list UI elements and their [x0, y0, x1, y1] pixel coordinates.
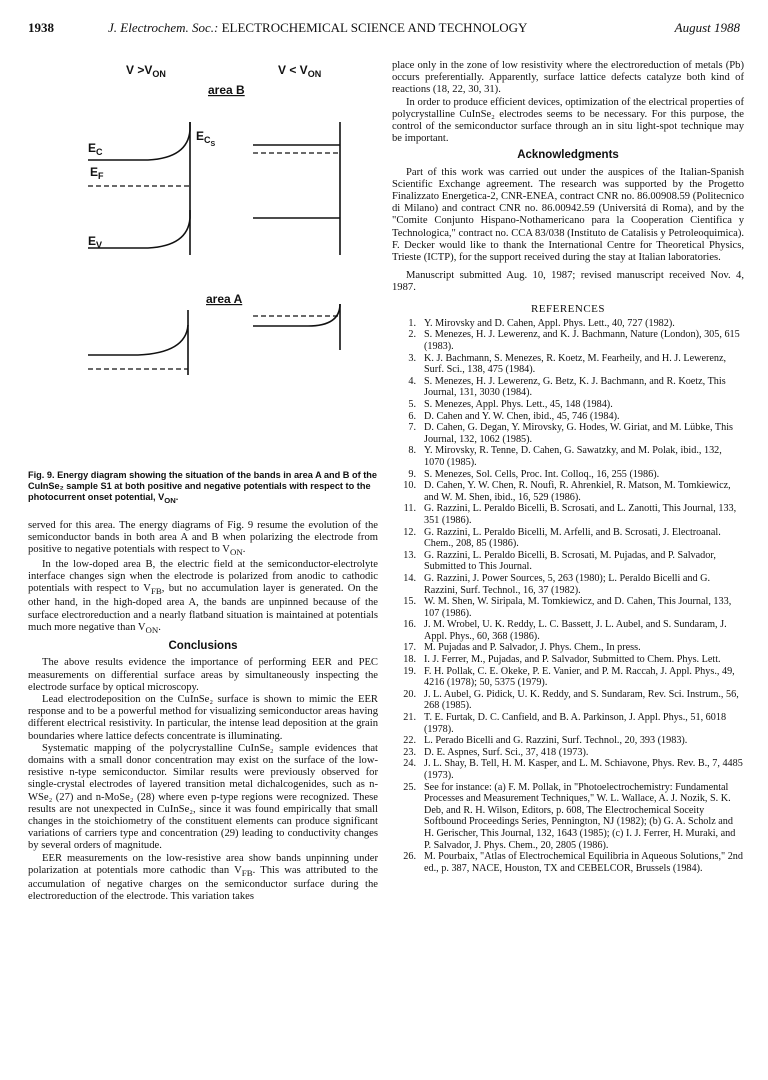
reference-item	[392, 527, 744, 550]
reference-text: M. Pourbaix, "Atlas of Electrochemical Equilibria in Aqueous Solutions," 2nd ed., p. 387, NACE, Houston, TX and CEBELCOR, Brussels (1984).	[424, 851, 743, 874]
reference-item	[392, 758, 744, 781]
reference-number: 1.	[408, 317, 416, 329]
reference-text: See for instance: (a) F. M. Pollak, in "Photoelectrochemistry: Fundamental Processes and Measurement Techniques," W. L. Wallace, A. J. Nozik, S. K. Deb, and R. H. Wilson, Editors, p. 608, The Electrochemical Soceity Softbound Proceedings Series, Pennington, NJ (1982); (b) G. A. Scholz and H. Gerischer, This Journal, 132, 1643 (1985); (c) I. J. Ferrer, H. Muraki, and P. Salvador, J. Phys. Chem., 20, 2805 (1986).	[424, 781, 736, 851]
reference-text: J. M. Wrobel, U. K. Reddy, L. C. Bassett, J. L. Aubel, and S. Sundaram, J. Appl. Phys., 60, 368 (1986).	[424, 619, 727, 642]
reference-number: 7.	[408, 422, 416, 434]
area-a-right-ec-band	[253, 304, 340, 326]
reference-text: D. Cahen and Y. W. Chen, ibid., 45, 746 (1984).	[424, 410, 620, 422]
acknowledgments-heading: Acknowledgments	[517, 149, 619, 162]
reference-number: 24.	[403, 758, 416, 770]
reference-text: D. Cahen, Y. W. Chen, R. Noufi, R. Ahrenkiel, R. Matson, M. Tomkiewicz, and W. M. Shen, ibid., 16, 529 (1986).	[424, 480, 731, 503]
reference-item	[392, 851, 744, 874]
reference-item	[392, 654, 744, 666]
energy-band-diagram	[28, 50, 378, 460]
reference-text: G. Razzini, L. Peraldo Bicelli, M. Arfelli, and B. Scrosati, J. Electroanal. Chem., 208, 85 (1986).	[424, 526, 721, 550]
reference-number: 25.	[403, 781, 416, 793]
reference-item	[392, 376, 744, 399]
reference-text: W. M. Shen, W. Siripala, M. Tomkiewicz, and D. Cahen, This Journal, 133, 107 (1986).	[424, 596, 732, 619]
reference-item	[392, 642, 744, 654]
reference-number: 15.	[403, 596, 416, 608]
paragraph: served for this area. The energy diagrams of Fig. 9 resume the evolution of the semiconductor bands in both area A and B when polarizing the electrode from positive to negative potentials with respect to $V_{ON}$.	[28, 520, 378, 558]
reference-number: 9.	[408, 468, 416, 480]
reference-item	[392, 747, 744, 759]
paragraph: The above results evidence the importance of performing EER and PEC measurements on differential surface areas by simultaneously inspecting the electrode surface by optical microscopy.	[28, 657, 378, 693]
paragraph: In order to produce efficient devices, optimization of the electrical properties of polycrystalline CuInSe₂ electrodes seems to be necessary. For this purpose, the control of the semiconductor surface through an in situ light-spot technique may be important.	[392, 96, 744, 145]
reference-item	[392, 480, 744, 503]
reference-number: 8.	[408, 445, 416, 457]
reference-number: 13.	[403, 549, 416, 561]
area-a-left-ec-band	[88, 325, 188, 355]
reference-text: S. Menezes, Appl. Phys. Lett., 45, 148 (1984).	[424, 399, 613, 411]
reference-text: I. J. Ferrer, M., Pujadas, and P. Salvador, Submitted to Chem. Phys. Lett.	[424, 654, 721, 666]
reference-number: 20.	[403, 688, 416, 700]
references-list	[392, 318, 744, 875]
label-ecs: $E_{CS}$	[196, 129, 216, 148]
reference-item	[392, 399, 744, 411]
reference-item	[392, 550, 744, 573]
references-heading: REFERENCES	[530, 302, 606, 315]
reference-number: 14.	[403, 572, 416, 584]
reference-item	[392, 619, 744, 642]
reference-text: K. J. Bachmann, S. Menezes, R. Koetz, M. Fearheily, and H. J. Lewerenz, Surf. Sci., 138, 475 (1984).	[424, 352, 727, 376]
paragraph: Part of this work was carried out under the auspices of the Italian-Spanish Scientific Exchange agreement. The research was supported by the Progetto Finalizzato Energetica-2, CNR-ENEA, contract CNR no. 86.00908.59 (Politecnico di Milano) and contract CNR no. 86.00942.59 (Universitá di Roma), and by the "Comite Conjunto Hispano-Nothamericano para la Cooperation Cientifica y Technologica," contract no. CCA 83/038 (Instituto de Catalisis y Petroleoquimica). F. Decker would like to thank the International Centre for Theoretical Physics, Trieste (ICTP), for the support received during the stay at Italian laboratories.	[392, 166, 744, 264]
label-ev: $E_V$	[88, 234, 103, 250]
label-area-b: area B	[208, 83, 245, 97]
journal-title: J. Electrochem. Soc.: ELECTROCHEMICAL SCIENCE AND TECHNOLOGY	[108, 20, 528, 35]
reference-number: 21.	[403, 712, 416, 724]
reference-text: S. Menezes, H. J. Lewerenz, G. Betz, K. J. Bachmann, and R. Koetz, This Journal, 131, 3030 (1984).	[424, 375, 726, 399]
figure-caption: Fig. 9. Energy diagram showing the situation of the bands in area A and B of the CuInSe₂ sample S1 at both positive and negative potentials with respect to the photocurrent onset potential, $V_{ON}$.	[28, 470, 377, 505]
reference-number: 22.	[403, 735, 416, 747]
reference-number: 5.	[408, 399, 416, 411]
paragraph: Lead electrodeposition on the CuInSe₂ surface is shown to mimic the EER response and to be a powerful method for visualizing semiconductor areas having different electrical resistivity. In particular, the intense lead deposition at the grain boundaries where lattice defects concentrate is illuminating.	[28, 693, 378, 742]
reference-text: J. L. Shay, B. Tell, H. M. Kasper, and L. M. Schiavone, Phys. Rev. B., 7, 4485 (1973).	[424, 758, 743, 782]
reference-text: S. Menezes, H. J. Lewerenz, and K. J. Bachmann, Nature (London), 305, 615 (1983).	[424, 329, 740, 353]
reference-number: 11.	[403, 503, 416, 515]
reference-item	[392, 503, 744, 526]
reference-text: M. Pujadas and P. Salvador, J. Phys. Chem., In press.	[424, 642, 641, 654]
page-number: 1938	[28, 20, 54, 35]
label-v-greater-von: $V >V_{ON}$	[126, 63, 166, 79]
label-area-a: area A	[206, 292, 243, 306]
left-column	[28, 520, 378, 904]
right-column	[392, 60, 744, 874]
reference-number: 12.	[403, 526, 416, 538]
reference-text: D. Cahen, G. Degan, Y. Mirovsky, G. Hodes, W. Giriat, and M. Lübke, This Journal, 132, 1062 (1985).	[424, 422, 733, 445]
paragraph: In the low-doped area B, the electric field at the semiconductor-electrolyte interface changes sign when the electrode is polarized from anodic to cathodic potentials with respect to $V_{FB}$, but no accumulation layer is generated. On the other hand, in the high-doped area A, the bands are unpinned because of the surface electroreduction and a nearly flatband situation is maintained at potentials much more negative than $V_{ON}$.	[28, 558, 378, 635]
reference-number: 4.	[408, 375, 416, 387]
reference-text: T. E. Furtak, D. C. Canfield, and B. A. Parkinson, J. Appl. Phys., 51, 6018 (1978).	[424, 712, 727, 735]
area-b-left-ev-band	[88, 210, 190, 248]
label-ef: $E_F$	[90, 165, 104, 181]
reference-item	[392, 573, 744, 596]
issue-date: August 1988	[674, 20, 740, 35]
reference-item	[392, 445, 744, 468]
reference-text: G. Razzini, L. Peraldo Bicelli, B. Scrosati, M. Pujadas, and P. Salvador, Submitted to This Journal.	[424, 549, 716, 573]
reference-number: 23.	[403, 746, 416, 758]
label-ec: $E_C$	[88, 141, 103, 157]
label-v-less-von: $V < V_{ON}$	[278, 63, 322, 79]
reference-item	[392, 318, 744, 330]
paragraph: place only in the zone of low resistivity where the electroreduction of metals (Pb) occurs preferentially. Apparently, surface lattice defects catalyze both kind of reactions (18, 22, 30, 31).	[392, 60, 744, 96]
reference-number: 18.	[403, 654, 416, 666]
reference-number: 2.	[408, 329, 416, 341]
paragraph: EER measurements on the low-resistive area show bands unpinning under polarization at potentials more cathodic than $V_{FB}$. This was attributed to the accumulation of negative charges on the semiconductor surface during the electroreduction of the electrode. This variation takes	[28, 852, 378, 903]
reference-text: J. L. Aubel, G. Pidick, U. K. Reddy, and S. Sundaram, Rev. Sci. Instrum., 56, 268 (1985).	[424, 688, 739, 712]
reference-number: 3.	[408, 352, 416, 364]
reference-text: G. Razzini, L. Peraldo Bicelli, B. Scrosati, and L. Zanotti, This Journal, 133, 351 (1986).	[424, 503, 737, 526]
reference-number: 17.	[403, 642, 416, 654]
reference-item	[392, 411, 744, 423]
manuscript-note: Manuscript submitted Aug. 10, 1987; revised manuscript received Nov. 4, 1987.	[392, 270, 744, 294]
reference-item	[392, 735, 744, 747]
paragraph: Systematic mapping of the polycrystalline CuInSe₂ sample evidences that domains with a small donor concentration may exist on the surface of the low-resistive n-type semiconductor. Similar results were previously observed for single-crystal electrodes of layered transition metal dichalcogenides, such as n-WSe₂ (27) and n-MoSe₂ (28) where even p-type regions were recognized. These results are not unexpected in CuInSe₂, since it was found empirically that small changes in the stoichiometry of the constituent elements can produce significant variations of carriers type and concentration (29) leading to conductivity changes by several orders of magnitude.	[28, 742, 378, 852]
conclusions-heading: Conclusions	[168, 640, 238, 653]
reference-text: F. H. Pollak, C. E. Okeke, P. E. Vanier, and P. M. Raccah, J. Appl. Phys., 49, 4216 (1978); 50, 5375 (1979).	[424, 665, 735, 689]
reference-item	[392, 689, 744, 712]
reference-number: 6.	[408, 410, 416, 422]
reference-text: S. Menezes, Sol. Cells, Proc. Int. Colloq., 16, 255 (1986).	[424, 468, 660, 480]
reference-number: 26.	[403, 851, 416, 863]
area-b-left-ec-band	[88, 122, 190, 160]
reference-item	[392, 353, 744, 376]
reference-number: 16.	[403, 619, 416, 631]
reference-item	[392, 422, 744, 445]
reference-text: G. Razzini, J. Power Sources, 5, 263 (1980); L. Peraldo Bicelli and G. Razzini, Surf. Technol., 16, 37 (1982).	[424, 572, 711, 596]
reference-text: D. E. Aspnes, Surf. Sci., 37, 418 (1973).	[424, 746, 589, 758]
reference-item	[392, 712, 744, 735]
reference-item	[392, 469, 744, 481]
reference-text: Y. Mirovsky and D. Cahen, Appl. Phys. Lett., 40, 727 (1982).	[424, 317, 675, 329]
reference-text: Y. Mirovsky, R. Tenne, D. Cahen, G. Sawatzky, and M. Polak, ibid., 132, 1070 (1985).	[424, 445, 722, 468]
reference-item	[392, 782, 744, 852]
reference-text: L. Perado Bicelli and G. Razzini, Surf. Technol., 20, 393 (1983).	[424, 735, 688, 747]
reference-item	[392, 329, 744, 352]
running-header	[28, 20, 740, 42]
reference-number: 19.	[403, 665, 416, 677]
reference-item	[392, 666, 744, 689]
section-title: ELECTROCHEMICAL SCIENCE AND TECHNOLOGY	[221, 20, 528, 35]
reference-number: 10.	[403, 480, 416, 492]
reference-item	[392, 596, 744, 619]
